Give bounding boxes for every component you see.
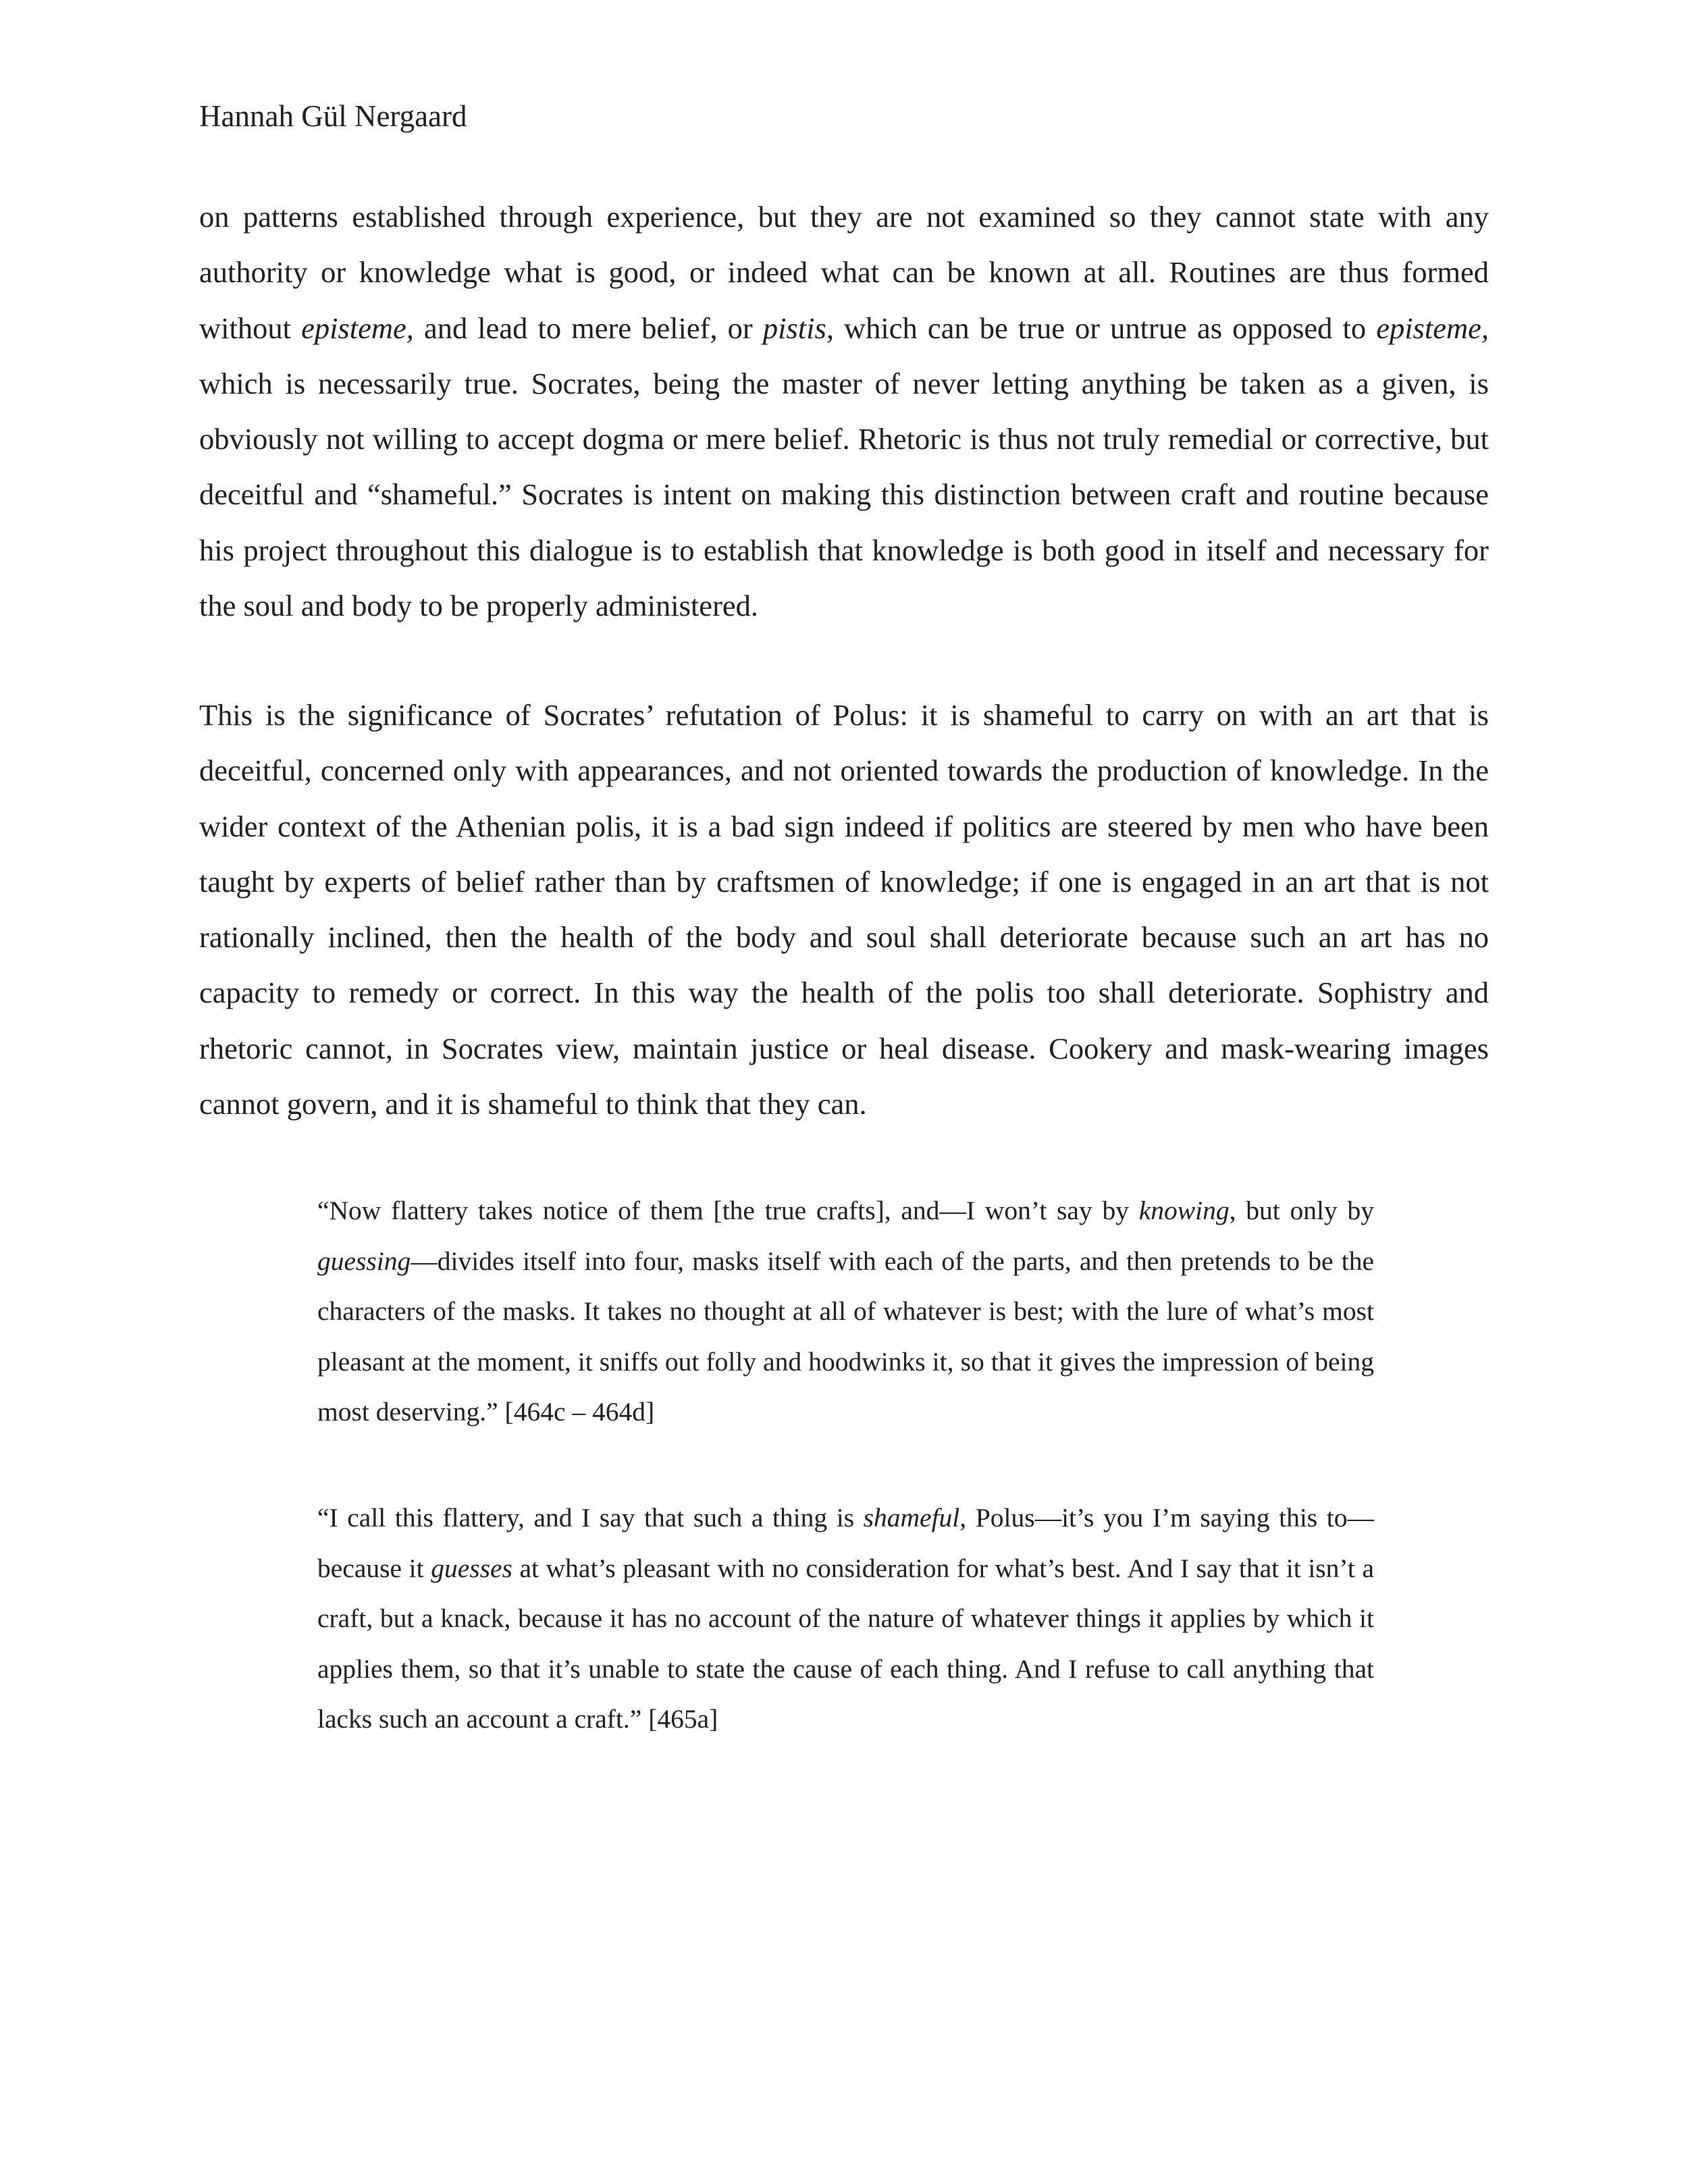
para-1-text-d: which is necessarily true. Socrates, being the master of never letting anything be taken as a given, is obviously not willing to accept dogma or mere belief. Rhetoric is thus not truly remedial or corrective, but deceitful and “shameful.” Socrates is intent on making this distinction between craft and routine because his project throughout this dialogue is to establish that knowledge is both good in itself and necessary for the soul and body to be properly administered. bbox=[199, 366, 1489, 623]
quote-2-italic-guesses: guesses bbox=[431, 1553, 512, 1583]
quote-1-italic-guessing: guessing bbox=[317, 1246, 411, 1276]
block-quote-1 bbox=[317, 1186, 1374, 1437]
running-header-author: Hannah Gül Nergaard bbox=[199, 99, 467, 133]
para-1-italic-pistis: pistis bbox=[762, 311, 826, 345]
para-1-italic-episteme-2: episteme, bbox=[1376, 311, 1489, 345]
quote-1-text-c: —divides itself into four, masks itself with each of the parts, and then pretends to be the characters of the masks. It takes no thought at all of whatever is best; with the lure of what’s most pleasant at the moment, it sniffs out folly and hoodwinks it, so that it gives the impression of being most deserving.” [464c – 464d] bbox=[317, 1246, 1374, 1427]
quote-1-text-b: , but only by bbox=[1229, 1196, 1374, 1225]
quote-2-text-b: , Polus—it’s you I’m saying this to—because it bbox=[317, 1503, 1374, 1583]
body-paragraph-2: This is the significance of Socrates’ refutation of Polus: it is shameful to carry on with an art that is deceitful, concerned only with appearances, and not oriented towards the production of knowledge. In the wider context of the Athenian polis, it is a bad sign indeed if politics are steered by men who have been taught by experts of belief rather than by craftsmen of knowledge; if one is engaged in an art that is not rationally inclined, then the health of the body and soul shall deteriorate because such an art has no capacity to remedy or correct. In this way the health of the polis too shall deteriorate. Sophistry and rhetoric cannot, in Socrates view, maintain justice or heal disease. Cookery and mask-wearing images cannot govern, and it is shameful to think that they can. bbox=[199, 698, 1489, 1121]
block-quote-2 bbox=[317, 1493, 1374, 1744]
quote-1-italic-knowing: knowing bbox=[1138, 1196, 1230, 1225]
para-1-italic-episteme: episteme, bbox=[301, 311, 414, 345]
body-paragraph-1 bbox=[199, 189, 1489, 633]
para-1-text-a: on patterns established through experience, but they are not examined so they cannot state with any authority or knowledge what is good, or indeed what can be known at all. Routines are thus formed without bbox=[199, 200, 1489, 345]
quote-2-text-c: at what’s pleasant with no consideration for what’s best. And I say that it isn’t a craft, but a knack, because it has no account of the nature of whatever things it applies by which it applies them, so that it’s unable to state the cause of each thing. And I refuse to call anything that lacks such an account a craft.” [465a] bbox=[317, 1553, 1374, 1734]
quote-1-text-a: “Now flattery takes notice of them [the true crafts], and—I won’t say by bbox=[317, 1196, 1139, 1225]
quote-2-italic-shameful: shameful bbox=[863, 1503, 960, 1533]
quote-2-text-a: “I call this flattery, and I say that such a thing is bbox=[317, 1503, 864, 1533]
para-1-text-c: , which can be true or untrue as opposed to bbox=[826, 311, 1377, 345]
para-1-text-b: and lead to mere belief, or bbox=[413, 311, 763, 345]
